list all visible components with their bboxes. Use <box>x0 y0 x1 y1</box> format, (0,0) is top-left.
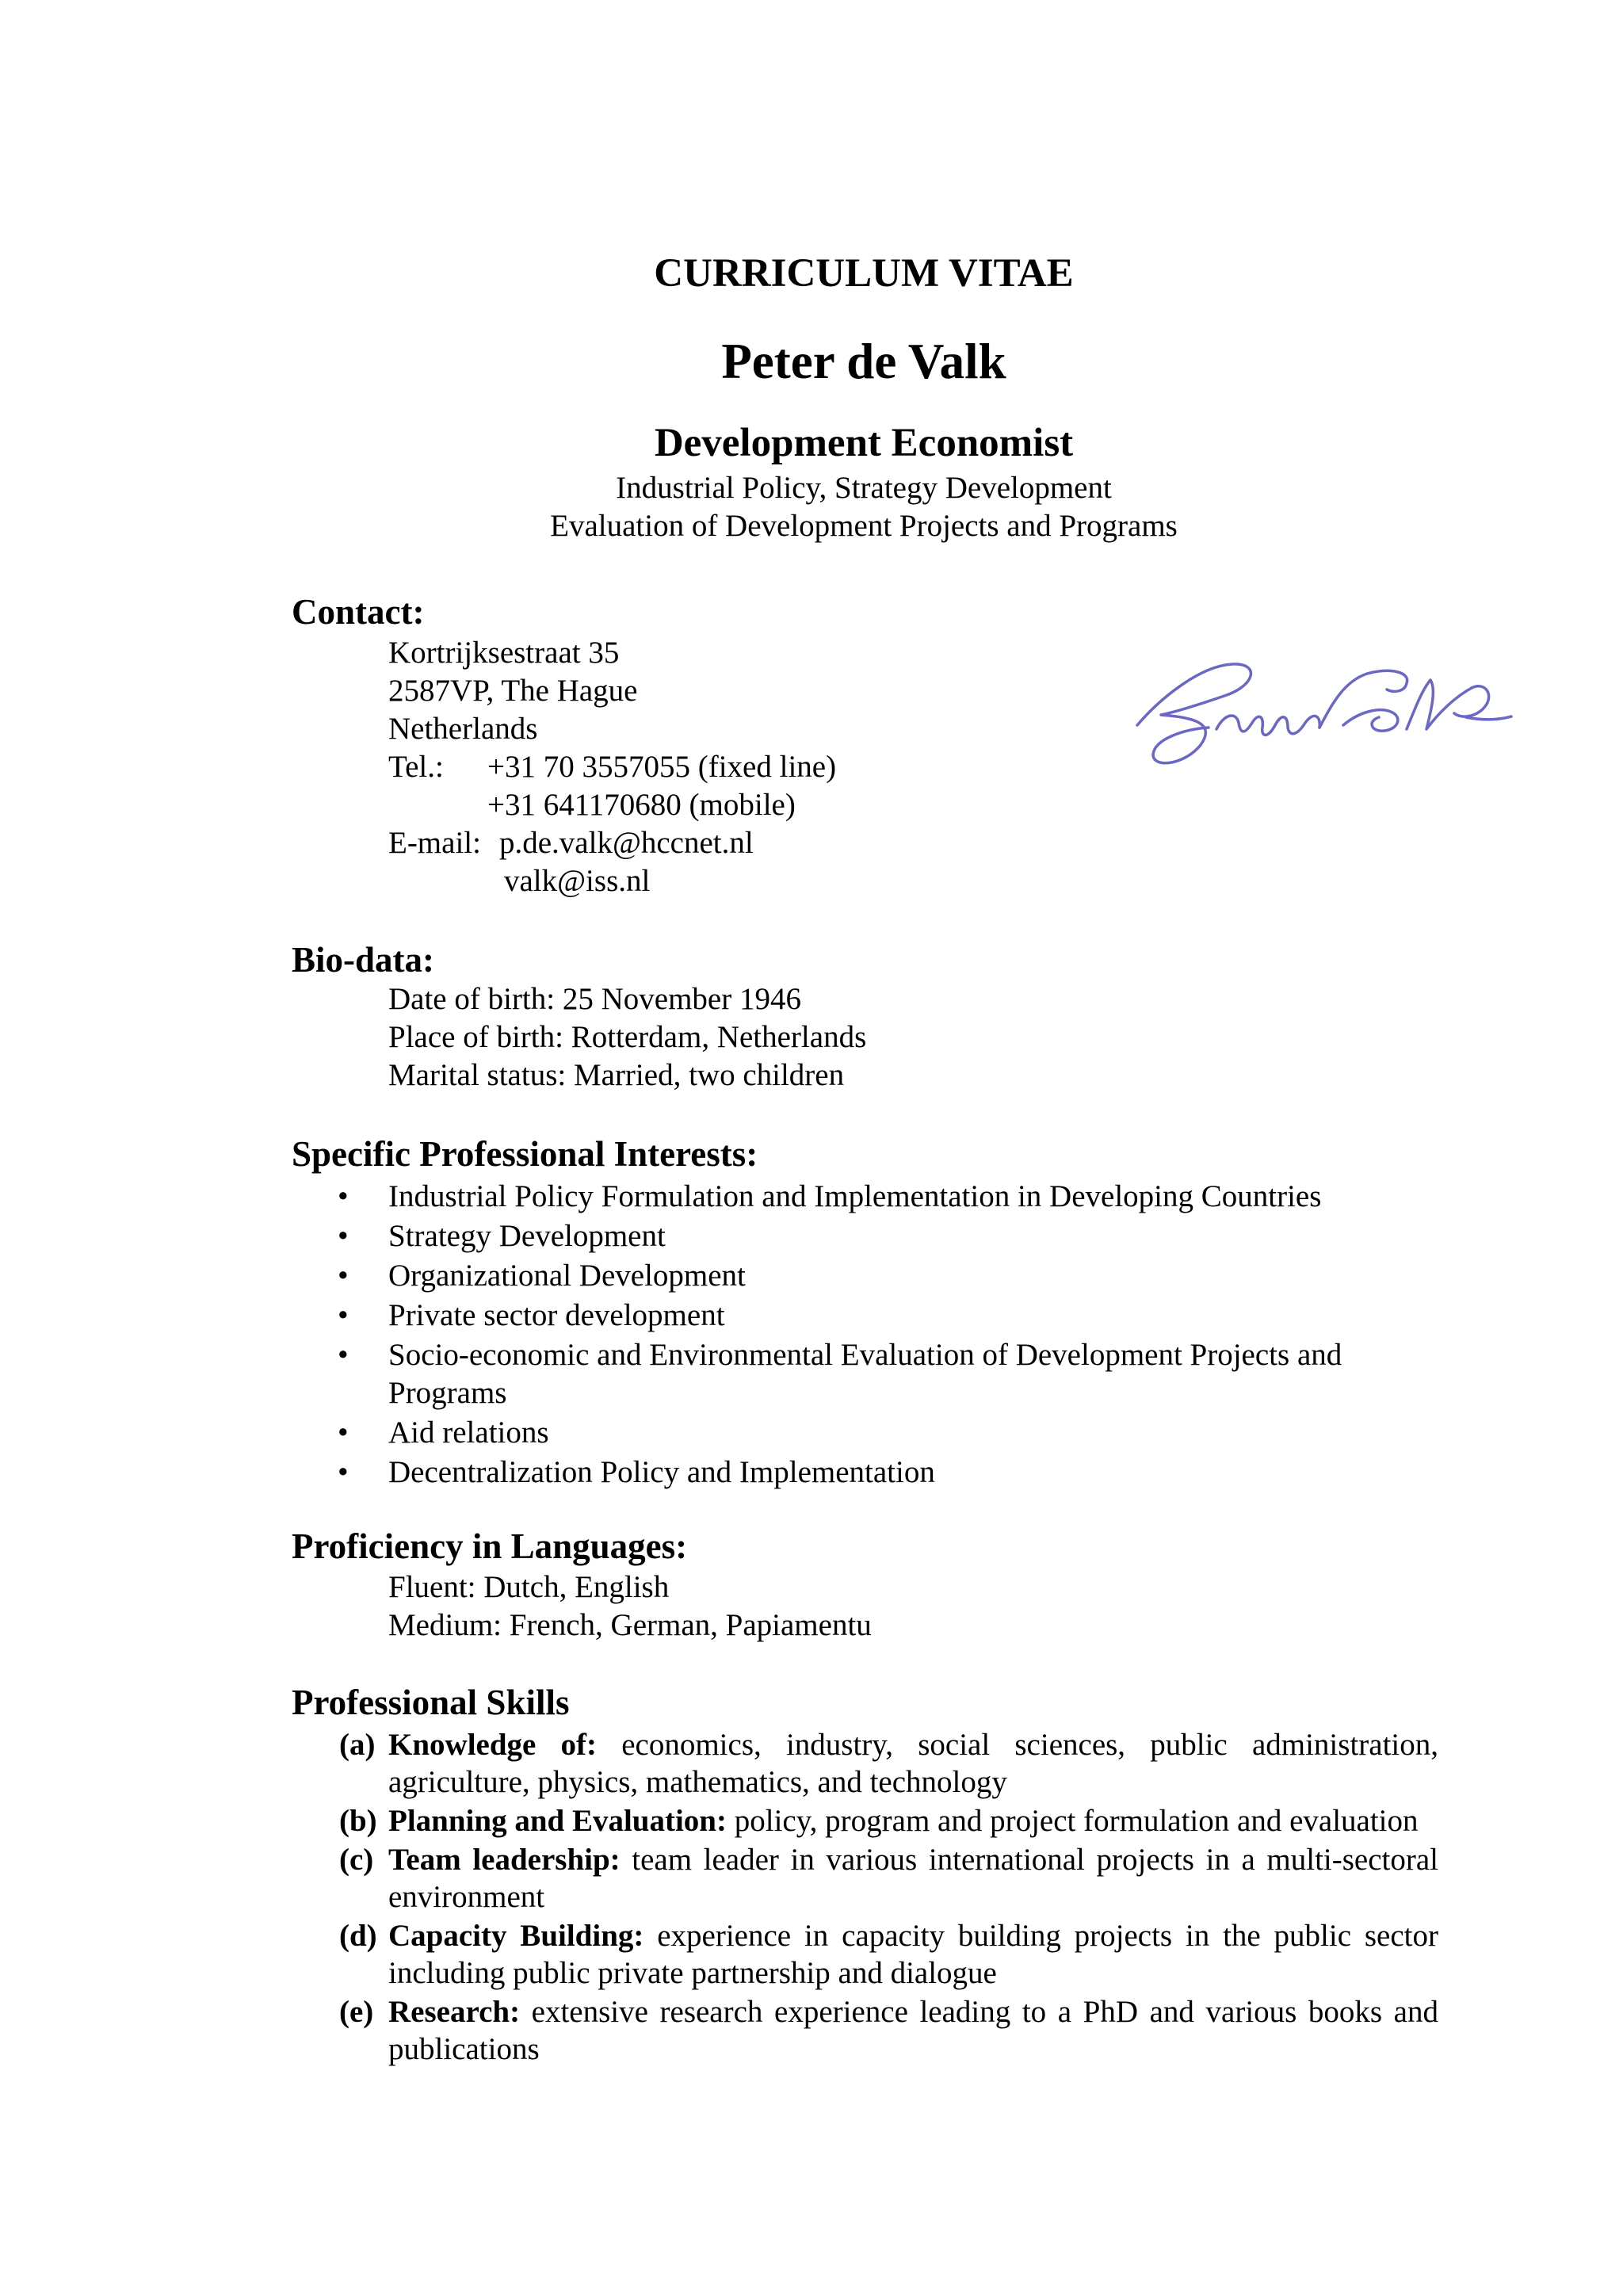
list-item <box>333 1917 1438 1992</box>
phone-mobile: +31 641170680 (mobile) <box>487 788 796 822</box>
place-of-birth: Place of birth: Rotterdam, Netherlands <box>388 1020 867 1054</box>
bullet-icon: • <box>338 1415 349 1450</box>
list-item <box>333 1841 1438 1916</box>
email-secondary: valk@iss.nl <box>504 864 651 898</box>
item-label: (d) <box>339 1919 377 1953</box>
signature-image <box>1106 618 1549 785</box>
email-label: E-mail: <box>388 826 481 860</box>
bullet-icon: • <box>338 1259 349 1293</box>
list-item <box>333 1726 1438 1801</box>
list-item: • Strategy Development <box>292 1217 1441 1255</box>
date-of-birth: Date of birth: 25 November 1946 <box>388 982 801 1016</box>
skill-title: Capacity Building: <box>388 1919 644 1953</box>
signature-stroke-3 <box>1319 670 1407 728</box>
list-item: • Industrial Policy Formulation and Implementation in Developing Countries <box>292 1178 1441 1216</box>
list-item <box>333 1802 1438 1839</box>
item-label: (b) <box>339 1804 377 1838</box>
skill-text: extensive research experience leading to a PhD and various books and publications <box>388 1995 1438 2066</box>
profession-title: Development Economist <box>654 421 1074 465</box>
specialty-line-1: Industrial Policy, Strategy Development <box>616 471 1112 505</box>
marital-status: Marital status: Married, two children <box>388 1058 845 1092</box>
email-primary: p.de.valk@hccnet.nl <box>499 826 754 860</box>
phone-fixed: +31 70 3557055 (fixed line) <box>487 750 837 784</box>
list-item: • Aid relations <box>292 1414 1441 1452</box>
languages-medium: Medium: French, German, Papiamentu <box>388 1608 872 1642</box>
bullet-icon: • <box>338 1219 349 1253</box>
languages-heading: Proficiency in Languages: <box>292 1526 688 1566</box>
bullet-icon: • <box>338 1338 349 1372</box>
contact-heading: Contact: <box>292 592 425 632</box>
specialty-line-2: Evaluation of Development Projects and Programs <box>550 509 1178 543</box>
skill-text: policy, program and project formulation and evaluation <box>734 1804 1419 1838</box>
signature-stroke-1 <box>1137 664 1251 763</box>
skill-title: Planning and Evaluation: <box>388 1804 727 1838</box>
interests-list <box>292 1178 1441 1493</box>
signature-stroke-2 <box>1216 716 1319 735</box>
interests-heading: Specific Professional Interests: <box>292 1134 758 1174</box>
item-label: (a) <box>339 1728 376 1762</box>
skill-title: Research: <box>388 1995 521 2029</box>
list-item: • Private sector development <box>292 1297 1441 1335</box>
item-label: (c) <box>339 1843 374 1877</box>
address-country: Netherlands <box>388 712 538 746</box>
skill-title: Knowledge of: <box>388 1728 598 1762</box>
signature-stroke-4 <box>1343 710 1398 731</box>
signature-stroke-6 <box>1466 716 1511 720</box>
item-label: (e) <box>339 1995 374 2029</box>
languages-fluent: Fluent: Dutch, English <box>388 1570 670 1604</box>
skills-heading: Professional Skills <box>292 1683 570 1722</box>
skill-text: experience in capacity building projects in the public sector including public private partnership and dialogue <box>388 1919 1438 1990</box>
person-name: Peter de Valk <box>721 334 1006 389</box>
phone-row <box>388 749 836 785</box>
document-title: CURRICULUM VITAE <box>654 251 1074 296</box>
signature-stroke-5 <box>1407 680 1489 729</box>
skill-text: economics, industry, social sciences, public administration, agriculture, physics, mathematics, and technology <box>388 1728 1438 1799</box>
skills-list <box>333 1726 1438 2069</box>
bullet-icon: • <box>338 1298 349 1332</box>
list-item <box>333 1993 1438 2068</box>
email-row <box>388 825 754 861</box>
biodata-heading: Bio-data: <box>292 940 434 980</box>
skill-text: team leader in various international projects in a multi-sectoral environment <box>388 1843 1438 1914</box>
address-city: 2587VP, The Hague <box>388 674 638 708</box>
list-item: • Organizational Development <box>292 1257 1441 1295</box>
list-item: • Decentralization Policy and Implementation <box>292 1454 1441 1492</box>
bullet-icon: • <box>338 1455 349 1489</box>
bullet-icon: • <box>338 1179 349 1213</box>
list-item: • Socio-economic and Environmental Evaluation of Development Projects and Programs <box>338 1338 1342 1410</box>
address-street: Kortrijksestraat 35 <box>388 636 620 670</box>
skill-title: Team leadership: <box>388 1843 621 1877</box>
phone-label: Tel.: <box>388 750 444 784</box>
